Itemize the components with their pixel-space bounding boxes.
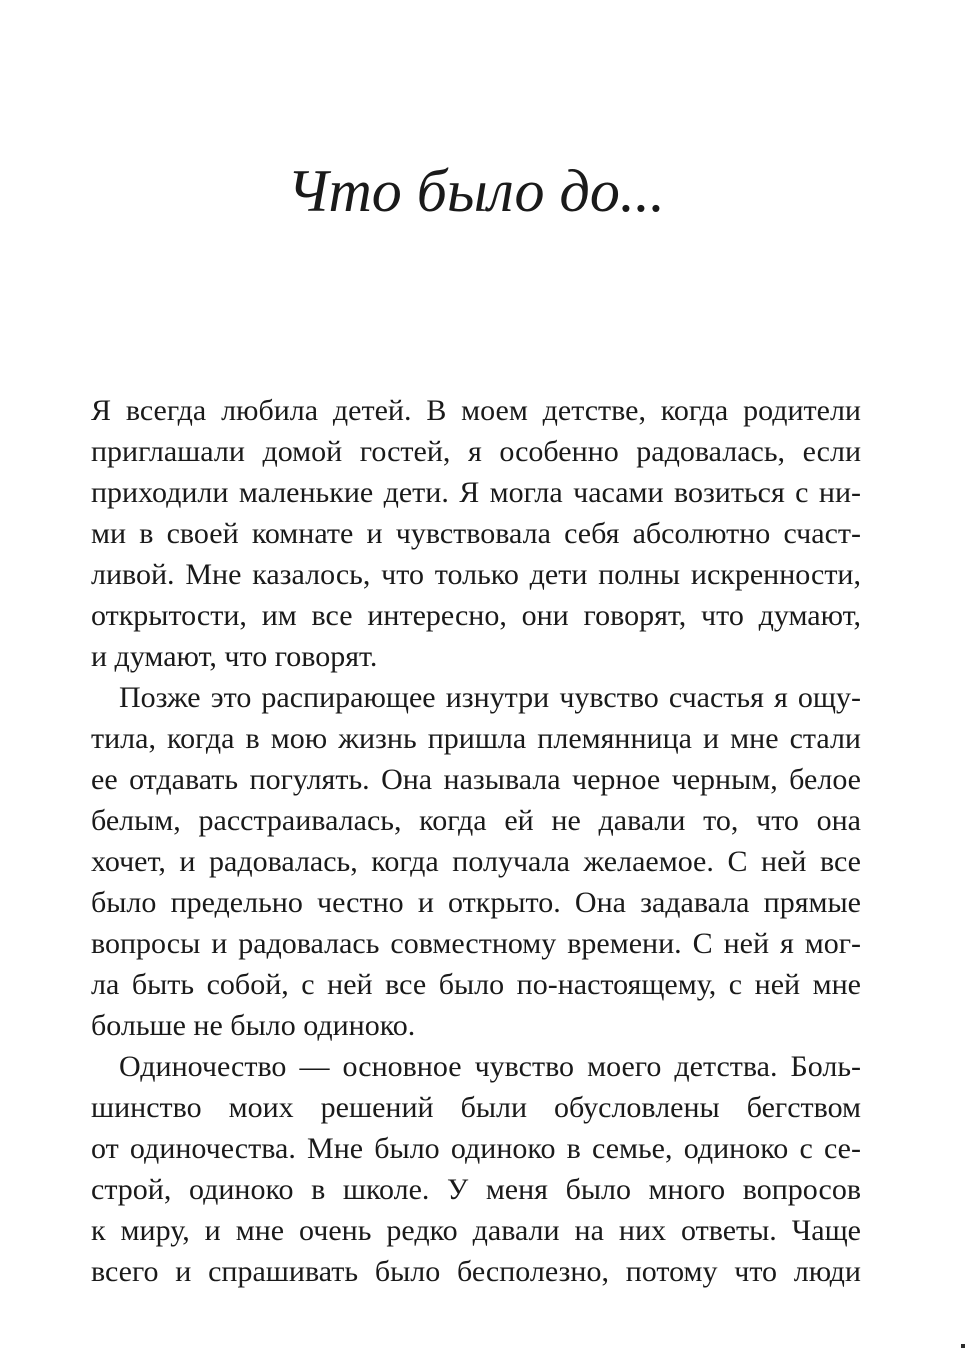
text-line: шинство моих решений были обусловлены бегством bbox=[91, 1091, 861, 1124]
text-line: Одиночество — основное чувство моего детства. Боль- bbox=[119, 1050, 861, 1083]
text-line: приходили маленькие дети. Я могла часами возиться с ни- bbox=[91, 476, 861, 509]
body-text bbox=[91, 390, 861, 1292]
text-line: Позже это распирающее изнутри чувство счастья я ощу- bbox=[119, 681, 861, 714]
text-line: приглашали домой гостей, я особенно радовалась, если bbox=[91, 435, 861, 468]
text-line: от одиночества. Мне было одиноко в семье, одиноко с се- bbox=[91, 1132, 861, 1165]
text-line: было предельно честно и открыто. Она задавала прямые bbox=[91, 886, 861, 919]
text-line: ла быть собой, с ней все было по-настоящему, с ней мне bbox=[91, 968, 861, 1001]
scan-artifact-speck bbox=[961, 1344, 965, 1348]
chapter-title: Что было до... bbox=[287, 158, 665, 224]
text-line: хочет, и радовалась, когда получала желаемое. С ней все bbox=[91, 845, 861, 878]
paragraph bbox=[91, 390, 861, 677]
text-line: открытости, им все интересно, они говорят, что думают, bbox=[91, 599, 861, 632]
text-line: белым, расстраивалась, когда ей не давали то, что она bbox=[91, 804, 861, 837]
text-line: ее отдавать погулять. Она называла черное черным, белое bbox=[91, 763, 861, 796]
text-line: к миру, и мне очень редко давали на них ответы. Чаще bbox=[91, 1214, 861, 1247]
text-line: тила, когда в мою жизнь пришла племянница и мне стали bbox=[91, 722, 861, 755]
text-line: Я всегда любила детей. В моем детстве, когда родители bbox=[91, 394, 861, 427]
text-line: и думают, что говорят. bbox=[91, 640, 378, 673]
text-line: вопросы и радовалась совместному времени. С ней я мог- bbox=[91, 927, 861, 960]
text-line: всего и спрашивать было бесполезно, потому что люди bbox=[91, 1255, 861, 1288]
paragraph bbox=[91, 677, 861, 1046]
text-line: ми в своей комнате и чувствовала себя абсолютно счаст- bbox=[91, 517, 861, 550]
text-line: строй, одиноко в школе. У меня было много вопросов bbox=[91, 1173, 861, 1206]
text-line: больше не было одиноко. bbox=[91, 1009, 416, 1042]
paragraph bbox=[91, 1046, 861, 1292]
text-line: ливой. Мне казалось, что только дети полны искренности, bbox=[91, 558, 861, 591]
